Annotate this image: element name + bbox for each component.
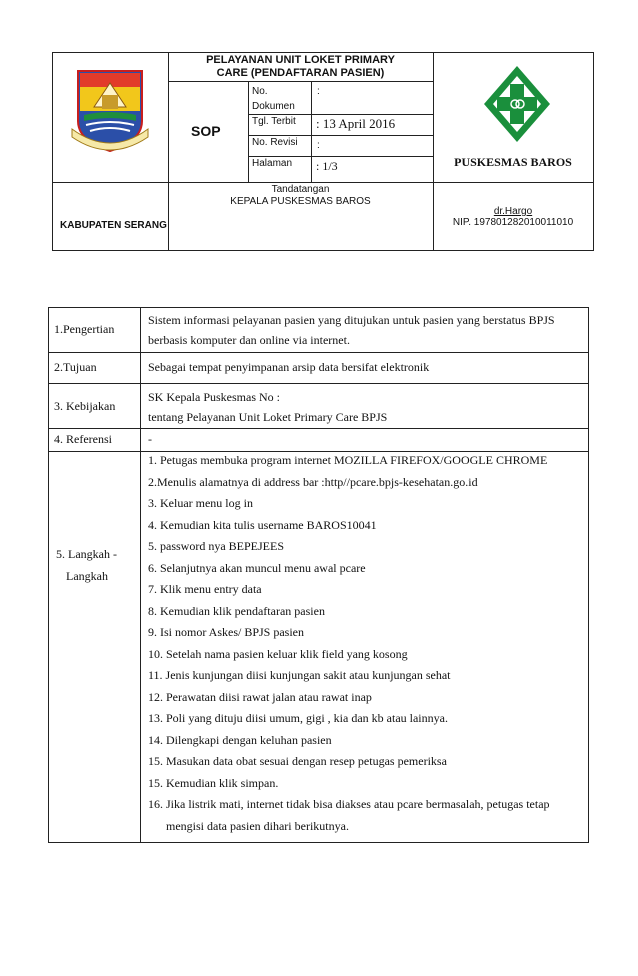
- sop-label: SOP: [191, 123, 221, 139]
- kabupaten-label: KABUPATEN SERANG: [60, 220, 167, 231]
- header-bottom-border: [52, 250, 594, 251]
- row-value-kebijakan: [148, 387, 387, 427]
- step-item: 2.Menulis alamatnya di address bar :http//pcare.bpjs-kesehatan.go.id: [148, 475, 478, 489]
- row-divider: [48, 352, 589, 353]
- signature-label: Tandatangan: [271, 184, 330, 195]
- header-top-border: [52, 52, 594, 53]
- value-line: tentang Pelayanan Unit Loket Primary Care BPJS: [148, 410, 388, 424]
- step-item: 14. Dilengkapi dengan keluhan pasien: [148, 733, 332, 747]
- row-label-langkah: [56, 543, 117, 587]
- step-item: 8. Kemudian klik pendaftaran pasien: [148, 604, 325, 618]
- column-divider: [248, 81, 249, 183]
- label-line: 5. Langkah -: [56, 547, 117, 561]
- row-label-pengertian: 1.Pengertian: [54, 322, 115, 336]
- step-item: 12. Perawatan diisi rawat jalan atau rawat inap: [148, 690, 372, 704]
- value-line: SK Kepala Puskesmas No :: [148, 390, 280, 404]
- revision-value: :: [317, 140, 320, 151]
- header-right-border: [593, 52, 594, 251]
- step-item: 15. Kemudian klik simpan.: [148, 776, 279, 790]
- header-middle-border: [52, 182, 594, 183]
- step-item: 13. Poli yang dituju diisi umum, gigi , kia dan kb atau lainnya.: [148, 711, 448, 725]
- header-left-border: [52, 52, 53, 251]
- row-label-kebijakan: 3. Kebijakan: [54, 399, 116, 413]
- doctor-name: dr.Hargo: [493, 206, 533, 217]
- signature-title: KEPALA PUSKESMAS BAROS: [230, 196, 371, 207]
- sop-title: [168, 54, 433, 80]
- revision-label: No. Revisi: [252, 137, 298, 148]
- signature-block: [168, 184, 433, 208]
- title-line: PELAYANAN UNIT LOKET PRIMARY: [206, 54, 395, 66]
- publish-date-value: : 13 April 2016: [316, 116, 396, 131]
- row-value-tujuan: Sebagai tempat penyimpanan arsip data bersifat elektronik: [148, 360, 430, 374]
- row-divider: [248, 114, 433, 115]
- page-label: Halaman: [252, 158, 293, 169]
- puskesmas-name: PUSKESMAS BAROS: [454, 155, 572, 169]
- label-text: No.: [252, 86, 268, 97]
- label-text: Dokumen: [252, 101, 295, 112]
- column-divider: [311, 81, 312, 183]
- row-divider: [48, 428, 589, 429]
- label-line: Langkah: [66, 569, 108, 583]
- column-divider: [168, 52, 169, 251]
- value-line: berbasis komputer dan online via internet.: [148, 333, 350, 347]
- row-divider: [248, 156, 433, 157]
- doctor-nip: NIP. 197801282010011010: [452, 217, 574, 228]
- step-item-continuation: mengisi data pasien dihari berikutnya.: [166, 819, 349, 833]
- row-divider: [48, 383, 589, 384]
- row-label-referensi: 4. Referensi: [54, 432, 112, 446]
- step-item: 11. Jenis kunjungan diisi kunjungan sakit atau kunjungan sehat: [148, 668, 451, 682]
- page-value: : 1/3: [316, 159, 338, 173]
- row-divider: [248, 135, 433, 136]
- row-divider: [48, 451, 589, 452]
- doctor-block: [433, 206, 593, 228]
- title-line: CARE (PENDAFTARAN PASIEN): [216, 67, 385, 79]
- kabupaten-serang-emblem-icon: [68, 65, 152, 153]
- column-divider: [140, 307, 141, 843]
- publish-date-label: Tgl. Terbit: [252, 116, 296, 127]
- table-top-border: [48, 307, 589, 308]
- title-divider: [168, 81, 433, 82]
- value-line: Sistem informasi pelayanan pasien yang ditujukan untuk pasien yang berstatus BPJS: [148, 313, 555, 327]
- row-label-tujuan: 2.Tujuan: [54, 360, 97, 374]
- puskesmas-logo-icon: [482, 64, 552, 144]
- doc-number-label: [252, 84, 295, 114]
- step-item: 6. Selanjutnya akan muncul menu awal pcare: [148, 561, 366, 575]
- table-bottom-border: [48, 842, 589, 843]
- step-item: 16. Jika listrik mati, internet tidak bisa diakses atau pcare bermasalah, petugas tetap: [148, 797, 550, 811]
- step-item: 9. Isi nomor Askes/ BPJS pasien: [148, 625, 305, 639]
- step-item: 1. Petugas membuka program internet MOZILLA FIREFOX/GOOGLE CHROME: [148, 453, 548, 467]
- row-value-referensi: -: [148, 432, 152, 446]
- row-value-pengertian: [148, 310, 584, 350]
- step-item: 10. Setelah nama pasien keluar klik field yang kosong: [148, 647, 408, 661]
- step-item: 3. Keluar menu log in: [148, 496, 253, 510]
- table-right-border: [588, 307, 589, 843]
- step-item: 15. Masukan data obat sesuai dengan resep petugas pemeriksa: [148, 754, 447, 768]
- step-item: 5. password nya BEPEJEES: [148, 539, 284, 553]
- table-left-border: [48, 307, 49, 843]
- doc-number-value: :: [317, 86, 320, 97]
- step-item: 7. Klik menu entry data: [148, 582, 262, 596]
- step-item: 4. Kemudian kita tulis username BAROS10041: [148, 518, 377, 532]
